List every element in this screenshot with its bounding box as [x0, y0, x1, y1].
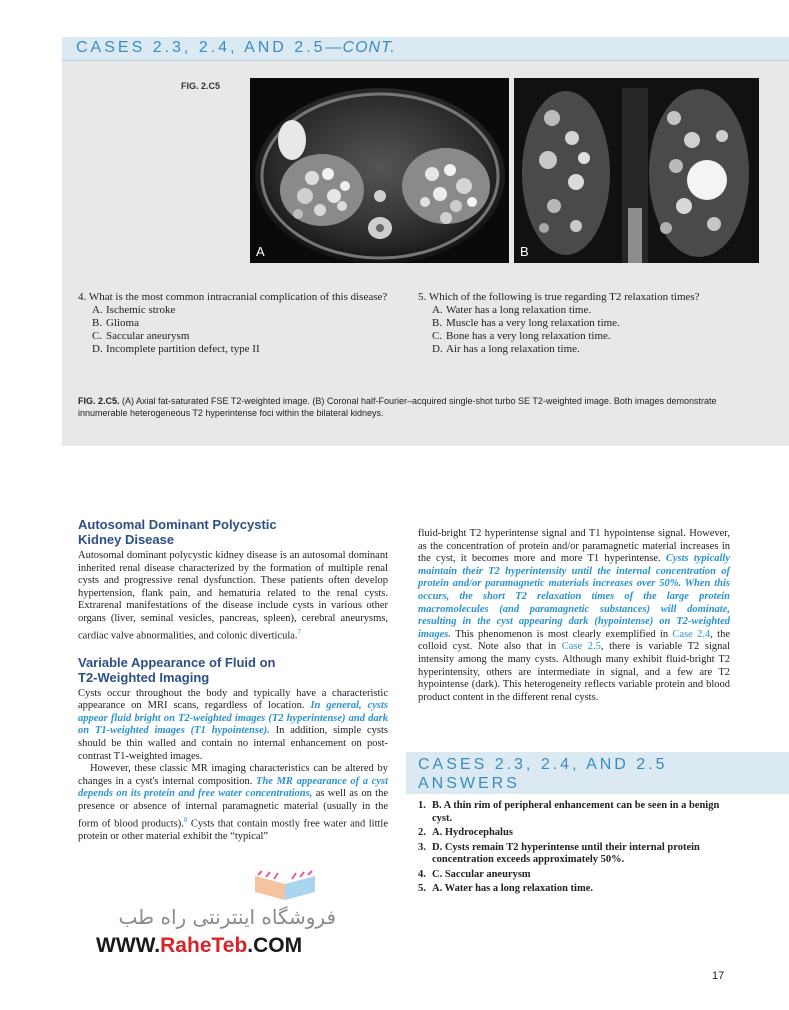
section-heading-fluid: Variable Appearance of Fluid on T2-Weighted Imaging [78, 654, 276, 685]
watermark [96, 870, 336, 970]
reference-link[interactable]: 7 [297, 627, 302, 636]
paragraph-fluid-2: However, these classic MR imaging characteristics can be altered by changes in a cyst's internal composition. The MR appearance of a cyst depends on its protein and free water concentrations, as well as on the presence or absence of internal paramagnetic material (usually in the form of blood products).$^8$ Cysts that contain mostly free water and little protein or other material exhibit the “typical” [78, 763, 389, 842]
question-option: C. Saccular aneurysm [92, 330, 190, 342]
answer-item: 1. B. A thin rim of peripheral enhancement can be seen in a benign cyst. [418, 800, 720, 824]
question-5 [418, 291, 748, 356]
reference-link[interactable]: 8 [183, 815, 188, 824]
paragraph-adpkd: Autosomal dominant polycystic kidney disease is an autosomal dominant inherited renal disease characterized by the formation of multiple renal cysts and progressive renal dysfunction. These patients often develop hypertension, flank pain, and hematuria related to the renal cysts. Extrarenal manifestations of the disease include cysts in various other organs (liver, seminal vesicles, pancreas, spleen), cerebral aneurysms, cardiac valve abnormalities, and colonic diverticula.$^7$ [78, 550, 388, 642]
right-column [418, 528, 730, 704]
question-stem: 5. Which of the following is true regarding T2 relaxation times? [418, 291, 700, 303]
question-stem: 4. What is the most common intracranial complication of this disease? [78, 291, 388, 303]
mri-image-a [250, 78, 509, 263]
question-option: A. Ischemic stroke [92, 304, 176, 316]
answer-item: 5. A. Water has a long relaxation time. [418, 883, 593, 894]
case-header-band [62, 37, 789, 61]
answers-header-band [406, 752, 789, 794]
question-option: B. Glioma [92, 317, 139, 329]
question-4 [78, 291, 398, 356]
mri-label-b: B [520, 244, 529, 259]
answers-list [418, 800, 736, 898]
answer-item: 3. D. Cysts remain T2 hyperintense until their internal protein concentration exceeds approximately 50%. [418, 841, 700, 865]
section-heading-adpkd: Autosomal Dominant Polycystic Kidney Disease [78, 517, 277, 547]
answer-item: 2. A. Hydrocephalus [418, 827, 513, 838]
answers-title: CASES 2.3, 2.4, AND 2.5 ANSWERS [418, 756, 668, 792]
figure-caption: FIG. 2.C5. (A) Axial fat-saturated FSE T2-weighted image. (B) Coronal half-Fourier–acquired single-shot turbo SE T2-weighted image. Both images demonstrate innumerable heterogeneous T2 hyperintense foci within the bilateral kidneys. [78, 396, 717, 418]
question-option: D. Air has a long relaxation time. [432, 343, 580, 355]
question-option: A. Water has a long relaxation time. [432, 304, 592, 316]
question-option: B. Muscle has a very long relaxation time. [432, 317, 620, 329]
book-logo-icon [250, 870, 320, 904]
question-option: C. Bone has a very long relaxation time. [432, 330, 611, 342]
page-number: 17 [712, 970, 725, 982]
mri-image-b [514, 78, 759, 263]
answer-item: 4. C. Saccular aneurysm [418, 868, 531, 880]
case-2-5-link[interactable]: Case 2.5 [561, 641, 601, 653]
watermark-url: WWW.RaheTeb.COM [96, 934, 303, 957]
watermark-persian-text: فروشگاه اینترنتی راه طب [118, 905, 336, 929]
mri-label-a: A [256, 244, 265, 259]
paragraph-fluid-1: Cysts occur throughout the body and typically have a characteristic appearance on MRI scans, regardless of location. In general, cysts appear fluid bright on T2-weighted images (T2 hyperintense) and dark on T1-weighted images (T1 hypointense). In addition, simple cysts should be thin walled and contain no internal enhancement on post-contrast T1-weighted images. [78, 687, 389, 762]
case-2-4-link[interactable]: Case 2.4 [672, 628, 711, 640]
figure-label: FIG. 2.C5 [181, 81, 221, 91]
question-option: D. Incomplete partition defect, type II [92, 343, 260, 355]
paragraph-fluid-3: fluid-bright T2 hyperintense signal and T1 hypointense signal. However, as the concentration of protein and/or paramagnetic material increases in the cyst, it becomes more and more T1 hyperintense. Cysts typically maintain their T2 hyperintensity until the internal concentration of protein and/or paramagnetic materials increases over 50%. When this occurs, the short T2 relaxation times of the large protein macromolecules (and paramagnetic substances) will dominate, resulting in the cyst appearing dark (hypointense) on T2-weighted images. This phenomenon is most clearly exemplified in Case 2.4, the colloid cyst. Note also that in Case 2.5, there is variable T2 signal intensity among the many cysts. Although many exhibit fluid-bright T2 hyperintensity, others are intermediate in signal, and a few are T2 hypointense (dark). This heterogeneity reflects variable protein and blood product content in the different renal cysts. [418, 528, 731, 703]
case-header-title: CASES 2.3, 2.4, AND 2.5—CONT. [76, 39, 396, 56]
left-column [78, 517, 388, 843]
